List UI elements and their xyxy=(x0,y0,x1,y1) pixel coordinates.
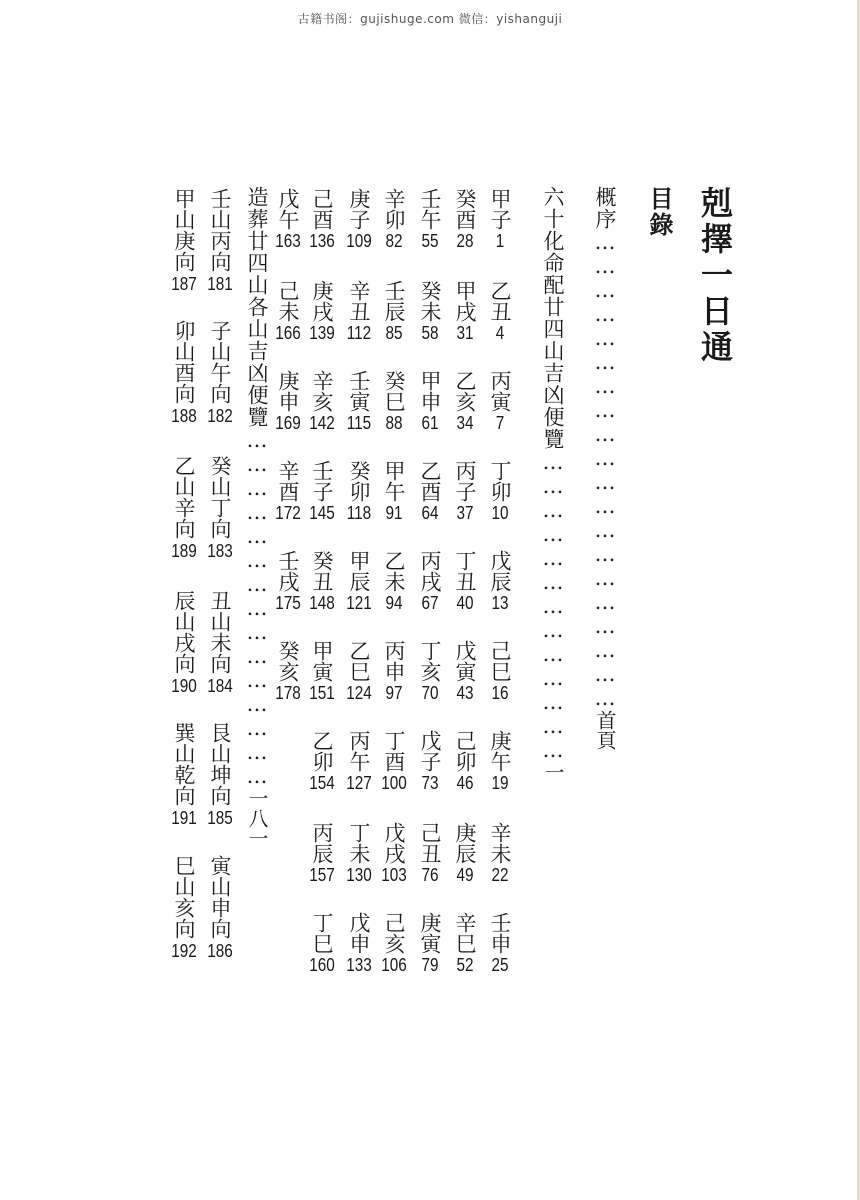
jiazi-name: 庚申 xyxy=(276,370,300,412)
mountain-page: 186 xyxy=(207,941,233,961)
jiazi-entry[interactable] xyxy=(302,370,342,434)
jiazi-page: 88 xyxy=(385,413,403,433)
mountain-name: 子山午向 xyxy=(208,320,232,404)
book-title: 剋擇一日通 xyxy=(696,186,734,366)
mountain-name: 辰山戌向 xyxy=(172,590,196,674)
jiazi-page: 172 xyxy=(275,503,301,523)
jiazi-entry[interactable] xyxy=(302,460,342,524)
jiazi-page: 97 xyxy=(385,683,403,703)
jiazi-name: 壬申 xyxy=(488,912,512,954)
jiazi-page: 13 xyxy=(491,593,509,613)
jiazi-page: 49 xyxy=(456,865,474,885)
jiazi-entry[interactable] xyxy=(445,370,485,434)
mountain-page: 184 xyxy=(207,676,233,696)
jiazi-page: 106 xyxy=(381,955,407,975)
jiazi-page: 70 xyxy=(421,683,439,703)
watermark: 古籍书阁：gujishuge.com 微信：yishanguji xyxy=(297,12,563,26)
jiazi-page: 124 xyxy=(346,683,372,703)
jiazi-entry[interactable] xyxy=(302,188,342,252)
jiazi-page: 160 xyxy=(309,955,335,975)
mountain-entry[interactable] xyxy=(200,188,240,296)
toc-entry-page: 一八一 xyxy=(245,788,269,848)
jiazi-entry[interactable] xyxy=(374,370,414,434)
jiazi-entry[interactable] xyxy=(480,188,520,252)
toc-entry-label: 六十化命配廿四山吉凶便覽 xyxy=(541,186,565,450)
mountain-entry[interactable] xyxy=(164,455,204,563)
jiazi-name: 辛丑 xyxy=(347,280,371,322)
mountain-page: 185 xyxy=(207,808,233,828)
jiazi-name: 甲申 xyxy=(418,370,442,412)
jiazi-entry[interactable] xyxy=(480,280,520,344)
jiazi-entry[interactable] xyxy=(445,822,485,886)
jiazi-name: 癸未 xyxy=(418,280,442,322)
toc-entry-label: 造葬廿四山各山吉凶便覽 xyxy=(245,186,269,428)
jiazi-name: 己卯 xyxy=(453,730,477,772)
jiazi-page: 136 xyxy=(309,231,335,251)
jiazi-page: 145 xyxy=(309,503,335,523)
jiazi-entry[interactable] xyxy=(339,730,379,794)
jiazi-page: 154 xyxy=(309,773,335,793)
jiazi-page: 91 xyxy=(385,503,403,523)
mountain-name: 寅山申向 xyxy=(208,855,232,939)
jiazi-entry[interactable] xyxy=(374,188,414,252)
jiazi-name: 丙辰 xyxy=(310,822,334,864)
mountain-page: 183 xyxy=(207,541,233,561)
jiazi-entry[interactable] xyxy=(374,822,414,886)
jiazi-page: 40 xyxy=(456,593,474,613)
jiazi-entry[interactable] xyxy=(480,822,520,886)
jiazi-page: 133 xyxy=(346,955,372,975)
jiazi-entry[interactable] xyxy=(445,730,485,794)
jiazi-name: 甲戌 xyxy=(453,280,477,322)
jiazi-entry[interactable] xyxy=(339,188,379,252)
toc-entry-page: 首頁 xyxy=(593,710,617,750)
jiazi-entry[interactable] xyxy=(268,460,308,524)
toc-leader-dots: …………………………………………………… xyxy=(593,230,617,710)
jiazi-entry[interactable] xyxy=(302,730,342,794)
toc-leader-dots: ………………………………… xyxy=(541,450,565,762)
jiazi-entry[interactable] xyxy=(410,188,450,252)
jiazi-page: 148 xyxy=(309,593,335,613)
jiazi-page: 67 xyxy=(421,593,439,613)
jiazi-name: 丙午 xyxy=(347,730,371,772)
jiazi-page: 19 xyxy=(491,773,509,793)
jiazi-name: 庚寅 xyxy=(418,912,442,954)
jiazi-name: 甲辰 xyxy=(347,550,371,592)
jiazi-name: 丁丑 xyxy=(453,550,477,592)
jiazi-page: 58 xyxy=(421,323,439,343)
jiazi-entry[interactable] xyxy=(339,280,379,344)
jiazi-page: 22 xyxy=(491,865,509,885)
toc-entry-sixty[interactable] xyxy=(538,186,568,1001)
jiazi-name: 乙丑 xyxy=(488,280,512,322)
jiazi-page: 61 xyxy=(421,413,439,433)
jiazi-name: 己亥 xyxy=(382,912,406,954)
jiazi-entry[interactable] xyxy=(302,912,342,976)
jiazi-name: 己丑 xyxy=(418,822,442,864)
jiazi-name: 丁卯 xyxy=(488,460,512,502)
jiazi-entry[interactable] xyxy=(445,912,485,976)
mountain-name: 甲山庚向 xyxy=(172,188,196,272)
jiazi-name: 庚戌 xyxy=(310,280,334,322)
jiazi-entry[interactable] xyxy=(374,550,414,614)
mountain-page: 181 xyxy=(207,274,233,294)
jiazi-name: 甲午 xyxy=(382,460,406,502)
jiazi-page: 127 xyxy=(346,773,372,793)
jiazi-page: 178 xyxy=(275,683,301,703)
jiazi-page: 175 xyxy=(275,593,301,613)
jiazi-entry[interactable] xyxy=(410,730,450,794)
jiazi-name: 戊辰 xyxy=(488,550,512,592)
mountain-entry[interactable] xyxy=(164,590,204,698)
jiazi-name: 丁酉 xyxy=(382,730,406,772)
jiazi-entry[interactable] xyxy=(410,370,450,434)
jiazi-entry[interactable] xyxy=(339,460,379,524)
jiazi-name: 丙子 xyxy=(453,460,477,502)
jiazi-page: 79 xyxy=(421,955,439,975)
jiazi-name: 癸亥 xyxy=(276,640,300,682)
jiazi-name: 乙亥 xyxy=(453,370,477,412)
jiazi-page: 7 xyxy=(495,413,505,433)
jiazi-entry[interactable] xyxy=(480,912,520,976)
mountain-name: 卯山酉向 xyxy=(172,320,196,404)
jiazi-entry[interactable] xyxy=(480,730,520,794)
mountain-entry[interactable] xyxy=(200,455,240,563)
jiazi-name: 甲寅 xyxy=(310,640,334,682)
jiazi-page: 142 xyxy=(309,413,335,433)
jiazi-name: 壬辰 xyxy=(382,280,406,322)
jiazi-entry[interactable] xyxy=(339,370,379,434)
jiazi-entry[interactable] xyxy=(339,550,379,614)
jiazi-entry[interactable] xyxy=(268,370,308,434)
jiazi-entry[interactable] xyxy=(339,912,379,976)
jiazi-name: 乙卯 xyxy=(310,730,334,772)
jiazi-name: 壬子 xyxy=(310,460,334,502)
jiazi-name: 辛亥 xyxy=(310,370,334,412)
jiazi-name: 乙巳 xyxy=(347,640,371,682)
jiazi-page: 46 xyxy=(456,773,474,793)
mountain-name: 癸山丁向 xyxy=(208,455,232,539)
jiazi-name: 庚子 xyxy=(347,188,371,230)
jiazi-name: 庚午 xyxy=(488,730,512,772)
jiazi-page: 163 xyxy=(275,231,301,251)
mountain-page: 187 xyxy=(171,274,197,294)
jiazi-name: 戊戌 xyxy=(382,822,406,864)
jiazi-page: 52 xyxy=(456,955,474,975)
jiazi-page: 37 xyxy=(456,503,474,523)
toc-leader-dots: ……………………………………… xyxy=(245,428,269,788)
mountain-entry[interactable] xyxy=(164,722,204,830)
jiazi-entry[interactable] xyxy=(302,822,342,886)
jiazi-name: 己巳 xyxy=(488,640,512,682)
jiazi-name: 壬戌 xyxy=(276,550,300,592)
jiazi-name: 丙申 xyxy=(382,640,406,682)
mountain-entry[interactable] xyxy=(200,320,240,428)
jiazi-page: 115 xyxy=(346,413,372,433)
jiazi-page: 118 xyxy=(346,503,372,523)
jiazi-entry[interactable] xyxy=(410,640,450,704)
jiazi-page: 16 xyxy=(491,683,509,703)
toc-entry-label: 概序 xyxy=(593,186,617,230)
jiazi-name: 丁未 xyxy=(347,822,371,864)
mountain-page: 190 xyxy=(171,676,197,696)
jiazi-name: 丁巳 xyxy=(310,912,334,954)
mountain-name: 巽山乾向 xyxy=(172,722,196,806)
jiazi-page: 25 xyxy=(491,955,509,975)
jiazi-page: 1 xyxy=(495,231,505,251)
jiazi-name: 乙酉 xyxy=(418,460,442,502)
jiazi-entry[interactable] xyxy=(374,460,414,524)
jiazi-page: 43 xyxy=(456,683,474,703)
jiazi-page: 94 xyxy=(385,593,403,613)
mountain-entry[interactable] xyxy=(200,722,240,830)
jiazi-entry[interactable] xyxy=(302,640,342,704)
mountain-page: 188 xyxy=(171,406,197,426)
jiazi-page: 76 xyxy=(421,865,439,885)
mountain-name: 壬山丙向 xyxy=(208,188,232,272)
mountain-name: 巳山亥向 xyxy=(172,855,196,939)
mountain-entry[interactable] xyxy=(164,855,204,963)
jiazi-name: 己酉 xyxy=(310,188,334,230)
jiazi-page: 34 xyxy=(456,413,474,433)
jiazi-name: 庚辰 xyxy=(453,822,477,864)
jiazi-page: 100 xyxy=(381,773,407,793)
jiazi-entry[interactable] xyxy=(445,550,485,614)
jiazi-name: 戊申 xyxy=(347,912,371,954)
jiazi-entry[interactable] xyxy=(374,912,414,976)
jiazi-entry[interactable] xyxy=(445,280,485,344)
jiazi-entry[interactable] xyxy=(410,550,450,614)
jiazi-page: 130 xyxy=(346,865,372,885)
jiazi-page: 4 xyxy=(495,323,505,343)
mountain-entry[interactable] xyxy=(164,188,204,296)
jiazi-entry[interactable] xyxy=(268,640,308,704)
jiazi-page: 139 xyxy=(309,323,335,343)
jiazi-page: 166 xyxy=(275,323,301,343)
jiazi-page: 103 xyxy=(381,865,407,885)
jiazi-page: 73 xyxy=(421,773,439,793)
jiazi-page: 151 xyxy=(309,683,335,703)
jiazi-name: 癸酉 xyxy=(453,188,477,230)
jiazi-name: 戊午 xyxy=(276,188,300,230)
jiazi-page: 157 xyxy=(309,865,335,885)
jiazi-entry[interactable] xyxy=(410,280,450,344)
jiazi-entry[interactable] xyxy=(268,280,308,344)
jiazi-page: 10 xyxy=(491,503,509,523)
jiazi-name: 癸卯 xyxy=(347,460,371,502)
jiazi-name: 己未 xyxy=(276,280,300,322)
jiazi-page: 28 xyxy=(456,231,474,251)
jiazi-name: 丁亥 xyxy=(418,640,442,682)
jiazi-page: 82 xyxy=(385,231,403,251)
mountain-page: 192 xyxy=(171,941,197,961)
mountain-entry[interactable] xyxy=(200,590,240,698)
jiazi-page: 85 xyxy=(385,323,403,343)
jiazi-entry[interactable] xyxy=(445,640,485,704)
jiazi-name: 甲子 xyxy=(488,188,512,230)
jiazi-entry[interactable] xyxy=(410,822,450,886)
jiazi-entry[interactable] xyxy=(445,460,485,524)
jiazi-name: 戊子 xyxy=(418,730,442,772)
jiazi-name: 癸巳 xyxy=(382,370,406,412)
jiazi-entry[interactable] xyxy=(480,370,520,434)
jiazi-name: 丙寅 xyxy=(488,370,512,412)
jiazi-entry[interactable] xyxy=(302,280,342,344)
jiazi-name: 丙戌 xyxy=(418,550,442,592)
jiazi-page: 121 xyxy=(346,593,372,613)
jiazi-entry[interactable] xyxy=(480,550,520,614)
jiazi-page: 169 xyxy=(275,413,301,433)
jiazi-name: 辛巳 xyxy=(453,912,477,954)
jiazi-name: 乙未 xyxy=(382,550,406,592)
jiazi-entry[interactable] xyxy=(268,550,308,614)
jiazi-name: 癸丑 xyxy=(310,550,334,592)
jiazi-name: 壬午 xyxy=(418,188,442,230)
jiazi-name: 辛未 xyxy=(488,822,512,864)
jiazi-page: 55 xyxy=(421,231,439,251)
mountain-name: 丑山未向 xyxy=(208,590,232,674)
jiazi-entry[interactable] xyxy=(480,460,520,524)
jiazi-page: 31 xyxy=(456,323,474,343)
jiazi-page: 64 xyxy=(421,503,439,523)
mountain-page: 182 xyxy=(207,406,233,426)
mountain-entry[interactable] xyxy=(164,320,204,428)
jiazi-entry[interactable] xyxy=(480,640,520,704)
jiazi-name: 戊寅 xyxy=(453,640,477,682)
jiazi-entry[interactable] xyxy=(410,912,450,976)
jiazi-entry[interactable] xyxy=(268,188,308,252)
jiazi-entry[interactable] xyxy=(339,822,379,886)
mountain-page: 189 xyxy=(171,541,197,561)
jiazi-entry[interactable] xyxy=(339,640,379,704)
mountain-name: 乙山辛向 xyxy=(172,455,196,539)
jiazi-entry[interactable] xyxy=(374,640,414,704)
jiazi-entry[interactable] xyxy=(302,550,342,614)
mountain-entry[interactable] xyxy=(200,855,240,963)
mountain-name: 艮山坤向 xyxy=(208,722,232,806)
toc-entry-page: 一 xyxy=(541,762,565,782)
jiazi-name: 辛卯 xyxy=(382,188,406,230)
toc-heading: 目錄 xyxy=(645,186,674,238)
jiazi-page: 112 xyxy=(346,323,372,343)
jiazi-entry[interactable] xyxy=(410,460,450,524)
jiazi-page: 109 xyxy=(346,231,372,251)
mountain-page: 191 xyxy=(171,808,197,828)
toc-entry-preface[interactable] xyxy=(590,186,620,986)
jiazi-entry[interactable] xyxy=(374,730,414,794)
jiazi-name: 辛酉 xyxy=(276,460,300,502)
jiazi-name: 壬寅 xyxy=(347,370,371,412)
jiazi-entry[interactable] xyxy=(445,188,485,252)
jiazi-entry[interactable] xyxy=(374,280,414,344)
